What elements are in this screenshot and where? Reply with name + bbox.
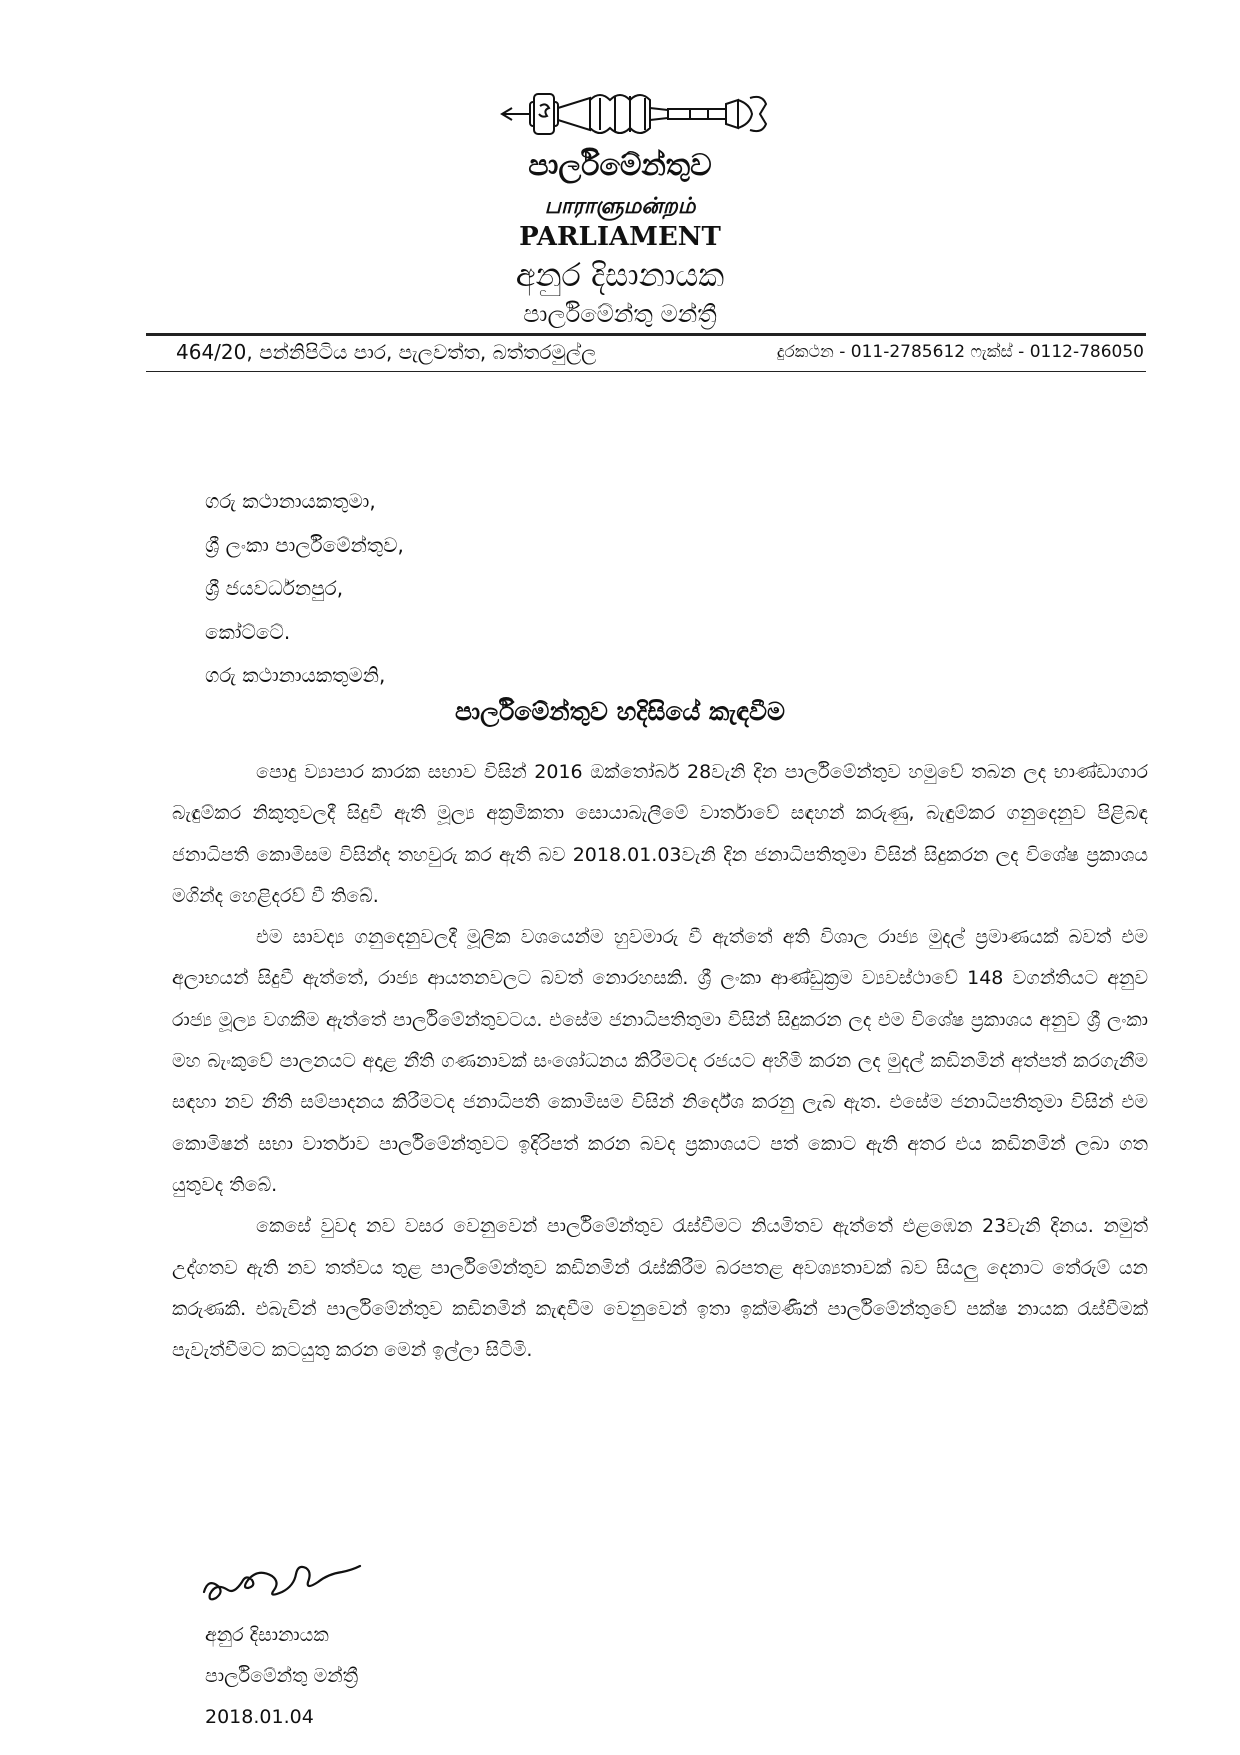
- letterhead-member-name: අනුර දිසානායක: [515, 256, 725, 294]
- letterhead-address: 464/20, පන්නිපිටිය පාර, පැලවත්ත, බත්තරමුල්ල: [176, 340, 597, 364]
- letterhead-phone-fax: දුරකථන - 011-2785612 ෆැක්ස් - 0112-786050: [776, 342, 1144, 362]
- salutation-line: ගරු කථානායකතුමා,: [205, 489, 376, 513]
- salutation-line: ගරු කථානායකතුමනි,: [205, 663, 386, 687]
- salutation-line: ශ්‍රී ලංකා පාර්ලිමේන්තුව,: [205, 532, 404, 557]
- letter-body: [172, 752, 1148, 1371]
- salutation-block: [205, 480, 404, 698]
- parliament-mace-emblem-icon: [500, 78, 770, 148]
- letterhead-title-tamil: பாராளுமன்றம்: [544, 194, 696, 219]
- header-divider-top: [146, 333, 1146, 336]
- body-paragraph: කෙසේ වුවද නව වසර වෙනුවෙන් පාර්ලිමේන්තුව රැස්වීමට නියමිතව ඇත්තේ එළඹෙන 23වැනි දිනය. නමුත් උද්ගතව ඇති නව තත්වය තුළ පාර්ලිමේන්තුව කඩිනමින් රැස්කිරීම බරපතළ අවශ්‍යතාවක් බව සියලු දෙනාට තේරුම් යන කරුණකි. එබැවින් පාර්ලිමේන්තුව කඩිනමින් කැඳවීම වෙනුවෙන් ඉතා ඉක්මණින් පාර්ලිමේන්තුවේ පක්ෂ නායක රැස්වීමක් පැවැත්වීමට කටයුතු කරන මෙන් ඉල්ලා සිටිමි.: [172, 1215, 1148, 1362]
- header-divider-bottom: [146, 371, 1146, 372]
- letterhead-title-english: PARLIAMENT: [519, 222, 721, 252]
- sign-off-role: පාර්ලිමේන්තු මන්ත්‍රී: [205, 1665, 359, 1687]
- body-paragraph: පොදු ව්‍යාපාර කාරක සභාව විසින් 2016 ඔක්තෝබර් 28වැනි දින පාර්ලිමේන්තුව හමුවේ තබන ලද භාණ්ඩාගාර බැඳුම්කර නිකුතුවලදී සිදුවී ඇති මූල්‍ය අක්‍රමිකතා සොයාබැලීමේ වාර්තාවේ සඳහන් කරුණු, බැඳුම්කර ගනුදෙනුව පිළිබඳ ජනාධිපති කොමිසම විසින්ද තහවුරු කර ඇති බව 2018.01.03වැනි දින ජනාධිපතිතුමා විසින් සිදුකරන ලද විශේෂ ප්‍රකාශය මගින්ද හෙළිදරව් වී තිබේ.: [172, 761, 1148, 907]
- salutation-line: ශ්‍රී ජයවර්ධනපුර,: [205, 576, 344, 600]
- body-paragraph: එම සාවද්‍ය ගනුදෙනුවලදී මූලික වශයෙන්ම හුවමාරු වී ඇත්තේ අති විශාල රාජ්‍ය මුදල් ප්‍රමාණයක් බවත් එම අලාභයන් සිදුවී ඇත්තේ, රාජ්‍ය ආයතනවලට බවත් නොරහසකි. ශ්‍රී ලංකා ආණ්ඩුක්‍රම ව්‍යවස්ථාවේ 148 වගන්තියට අනුව රාජ්‍ය මූල්‍ය වගකීම ඇත්තේ පාර්ලිමේන්තුවටය. එසේම ජනාධිපතිතුමා විසින් සිදුකරන ලද එම විශේෂ ප්‍රකාශය අනුව ශ්‍රී ලංකා මහ බැංකුවේ පාලනයට අදාළ නීති ගණනාවක් සංශෝධනය කිරීමටද රජයට අහිමි කරන ලද මුදල් කඩිනමින් අත්පත් කරගැනීම සඳහා නව නීති සම්පාදනය කිරීමටද ජනාධිපති කොමිසම විසින් නිර්දේශ කරනු ලැබ ඇත. එසේම ජනාධිපතිතුමා විසින් එම කොමිෂන් සභා වාර්තාව පාර්ලිමේන්තුවට ඉදිරිපත් කරන බවද ප්‍රකාශයට පත් කොට ඇති අතර එය කඩිනමින් ලබා ගත යුතුවද තිබේ.: [172, 926, 1148, 1196]
- sign-off-date: 2018.01.04: [205, 1706, 314, 1728]
- sign-off-name: අනුර දිසානායක: [205, 1624, 329, 1646]
- sign-off-block: [205, 1615, 358, 1738]
- handwritten-signature: [196, 1550, 381, 1610]
- letter-subject: පාර්ලිමේන්තුව හදිසියේ කැඳවීම: [454, 697, 786, 726]
- letterhead-title-sinhala: පාර්ලිමේන්තුව: [528, 148, 712, 183]
- letterhead-member-role: පාර්ලිමේන්තු මන්ත්‍රී: [523, 300, 717, 328]
- salutation-line: කෝට්ටේ.: [205, 619, 291, 644]
